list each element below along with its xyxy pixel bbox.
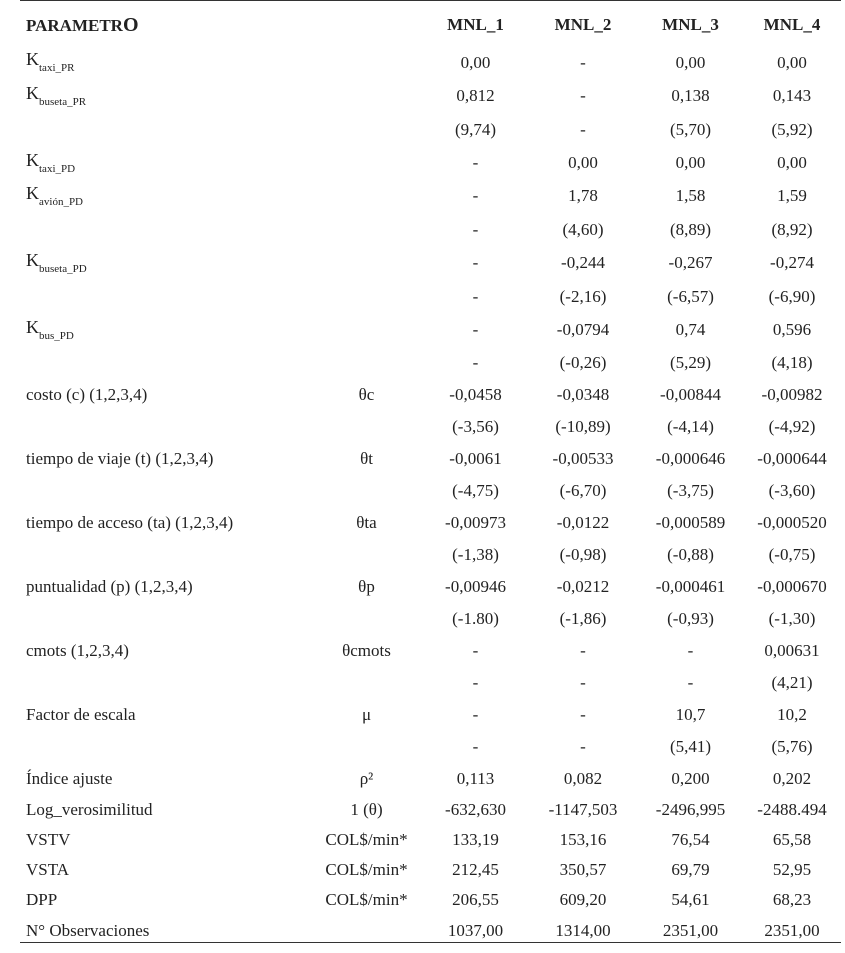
table-row [20,854,841,884]
table-row [20,570,841,602]
row-symbol: 1 (θ) [350,799,383,819]
row-label: Factor de escala [26,704,136,724]
value-cell-mnl-1: 0,00 [460,52,491,72]
value-cell-mnl-2: - [580,736,586,756]
value-cell-mnl-3: (-0,93) [667,608,714,628]
row-symbol [288,538,423,570]
table-bottom-rule [20,942,841,943]
value-cell-mnl-2: 0,082 [563,768,603,788]
table-row [20,45,841,79]
row-label [20,602,288,634]
row-symbol: θta [356,512,377,532]
value-cell-mnl-4: -2488.494 [757,799,827,819]
row-label: Índice ajuste [26,768,113,788]
value-cell-mnl-4: (4,18) [771,352,813,372]
value-cell-mnl-3: -0,000589 [655,512,726,532]
row-label: costo (c) (1,2,3,4) [26,384,148,404]
row-symbol: COL$/min* [325,889,408,909]
value-cell-mnl-1: -0,00973 [445,512,506,532]
value-cell-mnl-2: -0,0348 [556,384,610,404]
value-cell-mnl-4: 0,00 [777,153,807,172]
value-cell-mnl-2: -0,0794 [556,320,610,339]
value-cell-mnl-4: -0,000520 [757,512,827,532]
value-cell-mnl-4: (-0,75) [768,544,816,564]
header-mnl-4: MNL_4 [763,15,821,34]
value-cell-mnl-3: (-6,57) [667,286,714,306]
value-cell-mnl-2: -0,0212 [556,576,610,596]
row-label [20,410,288,442]
row-label: N° Observaciones [26,921,150,940]
value-cell-mnl-3: -0,00844 [660,384,721,404]
row-symbol: θc [358,384,375,404]
value-cell-mnl-4: 52,95 [772,859,812,879]
value-cell-mnl-4: 65,58 [772,829,812,849]
row-label: $K_{bus\_PD}$ [26,316,74,342]
row-label: Log_verosimilitud [26,799,153,819]
row-symbol: θt [360,448,373,468]
value-cell-mnl-4: -0,274 [770,253,814,272]
value-cell-mnl-3: 0,74 [675,320,706,339]
table-row [20,442,841,474]
value-cell-mnl-4: -0,00982 [761,384,823,404]
table-row [20,602,841,634]
value-cell-mnl-2: -1147,503 [548,799,618,819]
row-label [20,474,288,506]
value-cell-mnl-3: 0,200 [671,768,710,788]
row-label: VSTV [26,829,71,849]
value-cell-mnl-1: - [472,286,479,306]
value-cell-mnl-1: -632,630 [445,799,506,819]
value-cell-mnl-2: -0,244 [561,253,605,272]
value-cell-mnl-2: (4,60) [562,219,604,239]
parameter-estimates-table [20,4,841,947]
value-cell-mnl-4: 0,143 [772,86,812,105]
value-cell-mnl-2: (-10,89) [555,416,611,436]
value-cell-mnl-1: -0,0061 [449,448,502,468]
value-cell-mnl-3: (5,29) [669,352,712,372]
table-row [20,410,841,442]
row-symbol [288,279,423,313]
value-cell-mnl-4: (-4,92) [768,416,816,436]
row-label: DPP [26,889,58,909]
header-mnl-1: MNL_1 [447,15,504,34]
table-header-row [20,4,841,45]
value-cell-mnl-4: -0,000670 [757,576,827,596]
value-cell-mnl-1: - [472,219,479,239]
header-mnl-3: MNL_3 [662,15,719,34]
value-cell-mnl-1: (9,74) [454,119,497,139]
row-symbol: θcmots [342,640,391,660]
row-label: $K_{avión\_PD}$ [26,182,83,208]
table-row [20,474,841,506]
value-cell-mnl-3: (-4,14) [667,416,714,436]
table-row [20,698,841,730]
value-cell-mnl-2: 350,57 [559,859,607,879]
value-cell-mnl-3: -0,267 [668,253,713,272]
value-cell-mnl-2: 153,16 [559,829,607,849]
row-symbol [288,79,423,112]
value-cell-mnl-4: (4,21) [771,672,813,692]
table-row [20,179,841,212]
value-cell-mnl-3: 69,79 [671,859,710,879]
value-cell-mnl-3: 10,7 [675,704,706,724]
row-label: tiempo de viaje (t) (1,2,3,4) [26,448,214,468]
value-cell-mnl-2: -0,00533 [552,448,614,468]
table-row [20,313,841,346]
value-cell-mnl-2: - [580,119,586,139]
table-row [20,762,841,794]
value-cell-mnl-3: 2351,00 [662,921,719,940]
row-label [20,112,288,146]
row-label: $K_{buseta\_PR}$ [26,82,87,108]
row-label: $K_{buseta\_PD}$ [26,249,87,275]
value-cell-mnl-1: 0,812 [456,86,495,105]
value-cell-mnl-1: (-4,75) [452,480,499,500]
value-cell-mnl-4: -0,000644 [757,448,827,468]
table-row [20,146,841,179]
value-cell-mnl-4: (5,92) [771,119,813,139]
value-cell-mnl-3: (8,89) [669,219,712,239]
value-cell-mnl-1: (-3,56) [452,416,499,436]
table-row [20,79,841,112]
value-cell-mnl-2: (-2,16) [559,286,607,306]
value-cell-mnl-1: - [472,320,479,339]
value-cell-mnl-1: - [472,672,479,692]
value-cell-mnl-1: - [472,640,479,660]
row-symbol [288,346,423,378]
value-cell-mnl-3: - [687,640,694,660]
table-row [20,506,841,538]
value-cell-mnl-3: 0,138 [671,86,710,105]
value-cell-mnl-3: 54,61 [671,889,710,909]
table-top-rule [20,0,841,1]
row-symbol [288,45,423,79]
value-cell-mnl-3: -0,000461 [655,576,726,596]
row-symbol [288,666,423,698]
value-cell-mnl-1: - [472,253,479,272]
value-cell-mnl-1: 133,19 [452,829,499,849]
value-cell-mnl-1: 0,113 [456,768,495,788]
value-cell-mnl-2: - [580,640,586,660]
value-cell-mnl-2: - [580,704,586,724]
row-symbol [288,474,423,506]
value-cell-mnl-3: 0,00 [675,153,706,172]
row-symbol: μ [361,704,372,724]
value-cell-mnl-1: -0,0458 [449,384,502,404]
value-cell-mnl-1: (-1.80) [452,608,499,628]
value-cell-mnl-2: (-1,86) [559,608,607,628]
table-row [20,378,841,410]
value-cell-mnl-3: (5,41) [669,736,712,756]
row-label: tiempo de acceso (ta) (1,2,3,4) [26,512,234,532]
value-cell-mnl-4: (5,76) [771,736,813,756]
row-label: puntualidad (p) (1,2,3,4) [26,576,193,596]
value-cell-mnl-1: - [472,352,479,372]
value-cell-mnl-1: - [472,736,479,756]
row-symbol [288,410,423,442]
value-cell-mnl-2: 0,00 [568,153,598,172]
row-symbol [288,246,423,279]
row-label [20,666,288,698]
table-row [20,538,841,570]
row-symbol [288,730,423,762]
row-symbol: ρ² [359,768,374,788]
table-row [20,246,841,279]
value-cell-mnl-4: 10,2 [777,704,807,724]
table-row [20,884,841,914]
row-label: cmots (1,2,3,4) [26,640,129,660]
value-cell-mnl-1: - [472,186,479,205]
row-symbol [288,179,423,212]
row-label [20,346,288,378]
value-cell-mnl-2: 609,20 [559,889,607,909]
value-cell-mnl-1: 206,55 [452,889,499,909]
value-cell-mnl-2: -0,0122 [556,512,610,532]
value-cell-mnl-3: (5,70) [669,119,712,139]
row-label [20,730,288,762]
row-symbol [288,146,423,179]
value-cell-mnl-2: (-0,98) [559,544,607,564]
header-symbol [288,4,423,45]
row-symbol [288,313,423,346]
value-cell-mnl-4: 0,00631 [764,640,820,660]
table-row [20,634,841,666]
value-cell-mnl-2: - [580,86,586,105]
row-label [20,279,288,313]
value-cell-mnl-3: (-0,88) [667,544,714,564]
row-symbol: COL$/min* [325,829,408,849]
value-cell-mnl-3: 1,58 [675,186,706,205]
table-row [20,794,841,824]
row-label: VSTA [26,859,70,879]
value-cell-mnl-2: (-0,26) [559,352,607,372]
value-cell-mnl-1: - [472,153,479,172]
row-symbol: COL$/min* [325,859,408,879]
value-cell-mnl-3: - [687,672,694,692]
row-label: $K_{taxi\_PD}$ [26,149,76,175]
header-parameter: PARAMETRO [26,13,139,36]
value-cell-mnl-1: (-1,38) [452,544,499,564]
value-cell-mnl-1: -0,00946 [445,576,506,596]
value-cell-mnl-1: - [472,704,479,724]
value-cell-mnl-4: 0,202 [772,768,812,788]
row-label [20,212,288,246]
value-cell-mnl-2: 1314,00 [555,921,611,940]
value-cell-mnl-3: (-3,75) [667,480,714,500]
value-cell-mnl-4: (-3,60) [768,480,816,500]
value-cell-mnl-4: (-6,90) [768,286,816,306]
row-symbol [288,212,423,246]
table-row [20,346,841,378]
value-cell-mnl-4: 0,00 [777,52,807,72]
table-row [20,730,841,762]
value-cell-mnl-2: - [580,672,586,692]
value-cell-mnl-2: - [580,52,586,72]
table-row [20,112,841,146]
row-label [20,538,288,570]
table-row [20,666,841,698]
table-row [20,212,841,246]
value-cell-mnl-3: -2496,995 [655,799,726,819]
row-symbol: θp [358,576,375,596]
value-cell-mnl-4: (-1,30) [768,608,816,628]
row-label: $K_{taxi\_PR}$ [26,49,75,74]
value-cell-mnl-4: (8,92) [771,219,813,239]
table-row [20,279,841,313]
value-cell-mnl-3: 0,00 [675,52,706,72]
value-cell-mnl-2: 1,78 [568,186,598,205]
table-row [20,824,841,854]
value-cell-mnl-4: 0,596 [772,320,812,339]
value-cell-mnl-1: 212,45 [452,859,499,879]
value-cell-mnl-3: -0,000646 [655,448,726,468]
row-symbol [288,602,423,634]
header-mnl-2: MNL_2 [554,15,612,34]
value-cell-mnl-4: 1,59 [777,186,807,205]
value-cell-mnl-3: 76,54 [671,829,710,849]
value-cell-mnl-2: (-6,70) [559,480,607,500]
value-cell-mnl-4: 68,23 [772,889,812,909]
value-cell-mnl-1: 1037,00 [447,921,504,940]
value-cell-mnl-4: 2351,00 [764,921,820,940]
row-symbol [288,112,423,146]
